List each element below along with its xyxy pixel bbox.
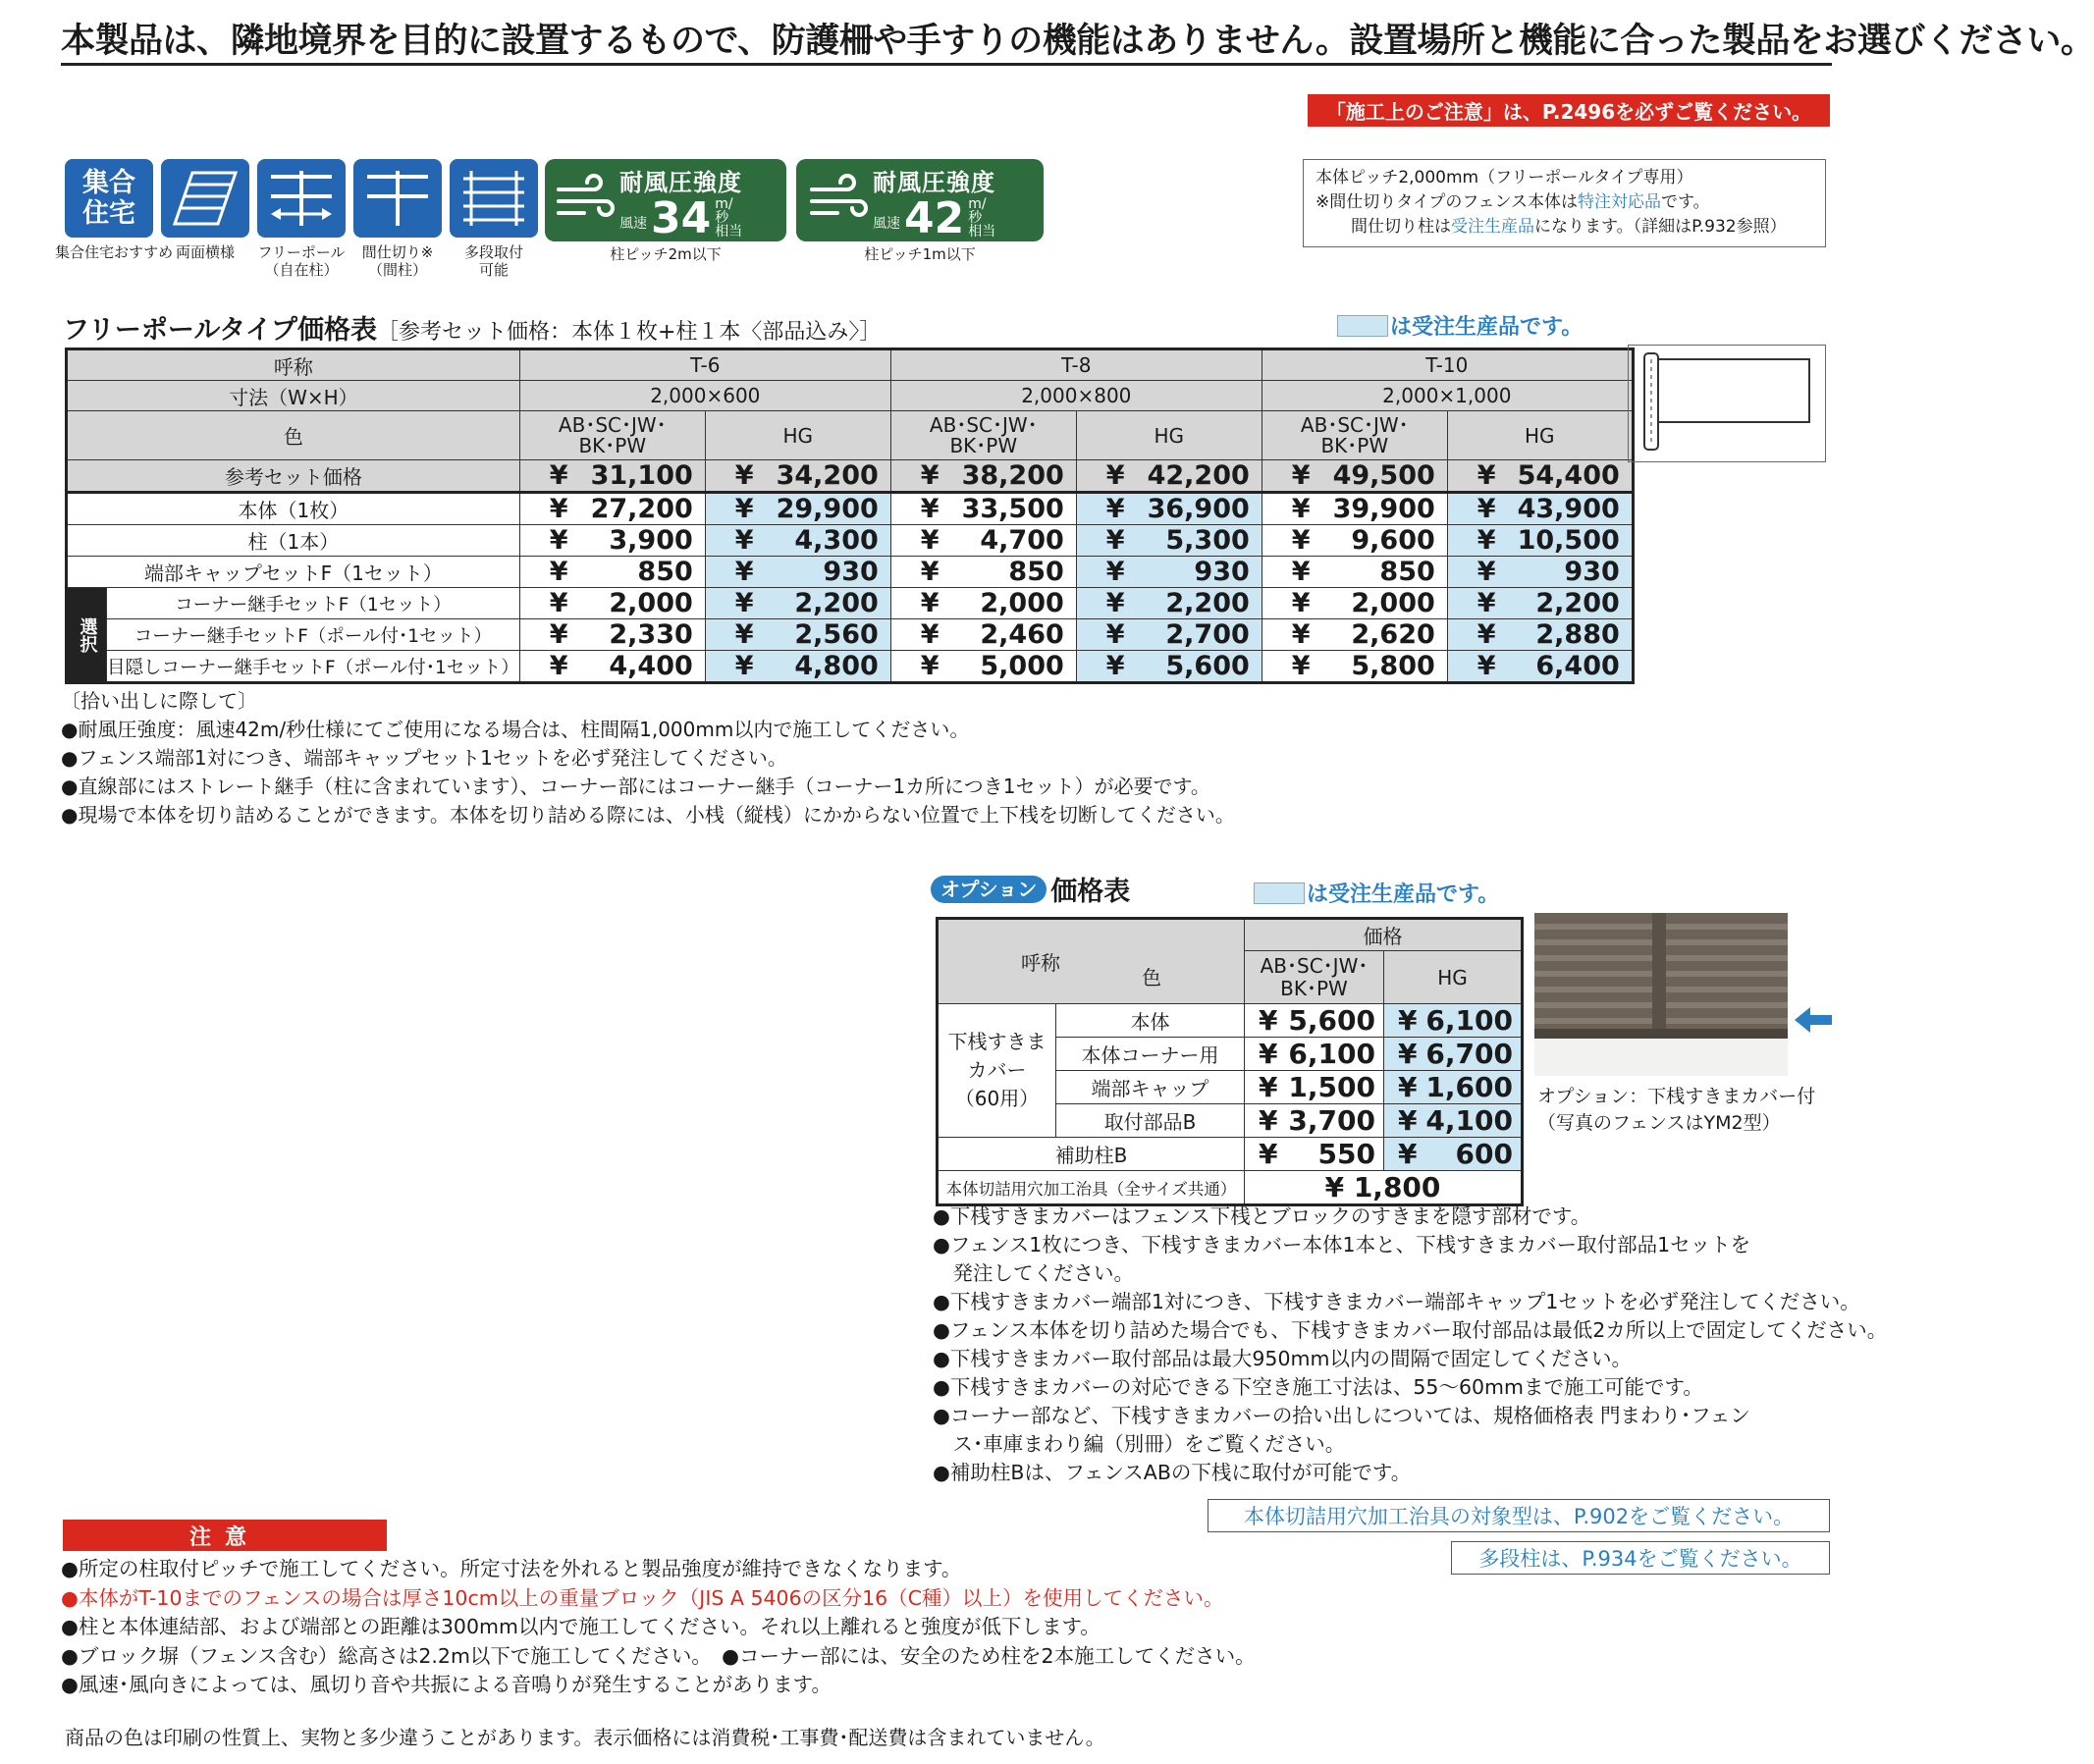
- option-note: 発注してください。: [933, 1261, 1134, 1285]
- fence-illustration: [1628, 345, 1826, 462]
- header-color: 色: [67, 411, 520, 460]
- color-std: AB･SC･JW･ BK･PW: [890, 411, 1076, 460]
- price-cell: ¥ 2,330: [519, 619, 705, 651]
- row-label: 目隠しコーナー継手セットF（ポール付･1セット）: [107, 651, 520, 683]
- option-group-label: 下桟すきま カバー （60用）: [938, 1004, 1056, 1138]
- wind-42-value: 42: [904, 192, 965, 243]
- multi-stage-icon: [450, 159, 538, 238]
- partition-icon: [353, 159, 442, 238]
- icon-label-partition: 間仕切り※ （間柱）: [361, 243, 434, 279]
- option-note: ●補助柱Bは、フェンスABの下桟に取付が可能です。: [933, 1461, 1412, 1484]
- caution-line: ●所定の柱取付ピッチで施工してください。所定寸法を外れると製品強度が維持できなくなります。: [61, 1557, 962, 1580]
- caution-notes: [61, 1555, 1256, 1700]
- option-note: ●コーナー部など、下桟すきまカバーの拾い出しについては、規格価格表 門まわり･フェン: [933, 1404, 1750, 1427]
- option-aux-label: 補助柱B: [938, 1138, 1245, 1171]
- wind-34-label: 柱ピッチ2m以下: [610, 245, 722, 263]
- icon-label-multi-stage: 多段取付 可能: [463, 243, 523, 279]
- price-cell: ¥ 29,900: [705, 493, 890, 525]
- price-cell: ¥ 43,900: [1447, 493, 1633, 525]
- size-t6: 2,000×600: [519, 381, 890, 411]
- construction-notice-bar: 「施工上のご注意」は、P.2496を必ずご覧ください。: [1308, 94, 1830, 127]
- price-cell: ¥ 930: [705, 557, 890, 588]
- price-cell: ¥ 36,900: [1076, 493, 1262, 525]
- wind-34-prefix: 風速: [619, 215, 647, 232]
- price-cell: ¥ 3,900: [519, 525, 705, 557]
- icon-label-double-sided: 両面横様: [175, 243, 235, 261]
- wind-42-prefix: 風速: [873, 215, 900, 232]
- header-name: 呼称: [67, 349, 520, 381]
- option-note: ●下桟すきまカバーの対応できる下空き施工寸法は、55～60mmまで施工可能です。: [933, 1375, 1703, 1399]
- option-price-cell: ¥ 6,700: [1384, 1038, 1523, 1071]
- set-price: ¥ 54,400: [1447, 460, 1633, 493]
- option-note: ●下桟すきまカバー端部1対につき、下桟すきまカバー端部キャップ1セットを必ず発注してください。: [933, 1290, 1860, 1313]
- price-cell: ¥ 2,200: [705, 588, 890, 619]
- made-to-order-legend: は受注生産品です。: [1337, 310, 1583, 341]
- model-t10: T-10: [1262, 349, 1633, 381]
- price-cell: ¥ 4,800: [705, 651, 890, 683]
- row-label: 端部キャップセットF（1セット）: [67, 557, 520, 588]
- footer-note: 商品の色は印刷の性質上、実物と多少違うことがあります。表示価格には消費税･工事費･配送費は含まれていません。: [65, 1726, 1105, 1749]
- photo-caption: [1537, 1084, 1815, 1137]
- price-cell: ¥ 850: [890, 557, 1076, 588]
- header-size: 寸法（W×H）: [67, 381, 520, 411]
- ref-tool-page: 本体切詰用穴加工治具の対象型は、P.902をご覧ください。: [1208, 1499, 1830, 1532]
- option-made-to-order-legend: は受注生産品です。: [1254, 878, 1499, 908]
- option-price-cell: ¥ 5,600: [1245, 1004, 1384, 1038]
- wind-34-unit: m/: [715, 195, 733, 212]
- color-std: AB･SC･JW･ BK･PW: [1262, 411, 1447, 460]
- double-sided-icon: [161, 159, 249, 238]
- model-t6: T-6: [519, 349, 890, 381]
- option-header-name: 呼称: [938, 919, 1245, 1004]
- price-cell: ¥ 5,300: [1076, 525, 1262, 557]
- price-cell: ¥ 2,700: [1076, 619, 1262, 651]
- price-cell: ¥ 33,500: [890, 493, 1076, 525]
- price-cell: ¥ 5,600: [1076, 651, 1262, 683]
- page-header: 本製品は、隣地境界を目的に設置するもので、防護柵や手すりの機能はありません。設置場所と機能に合った製品をお選びください。: [61, 22, 2094, 61]
- wind-42-badge: [796, 159, 1044, 241]
- free-pole-price-table: [65, 347, 1635, 684]
- row-label: コーナー継手セットF（ポール付･1セット）: [107, 619, 520, 651]
- price-cell: ¥ 4,700: [890, 525, 1076, 557]
- option-table-title: オプション 価格表: [931, 870, 1130, 908]
- row-label: 柱（1本）: [67, 525, 520, 557]
- pitch-note-box: [1303, 159, 1826, 247]
- wind-42-unit: m/: [968, 195, 987, 212]
- price-cell: ¥ 2,200: [1076, 588, 1262, 619]
- price-cell: ¥ 2,620: [1262, 619, 1447, 651]
- icon-label-apartment: 集合住宅おすすめ: [55, 243, 174, 261]
- option-row-label: 端部キャップ: [1056, 1071, 1245, 1104]
- set-price: ¥ 42,200: [1076, 460, 1262, 493]
- option-note: ●フェンス本体を切り詰めた場合でも、下桟すきまカバー取付部品は最低2カ所以上で固定してください。: [933, 1318, 1888, 1342]
- price-cell: ¥ 2,460: [890, 619, 1076, 651]
- option-tool-price: ¥ 1,800: [1245, 1171, 1523, 1205]
- select-label: 選択: [67, 588, 107, 683]
- price-cell: ¥ 9,600: [1262, 525, 1447, 557]
- price-cell: ¥ 930: [1076, 557, 1262, 588]
- option-notes: [933, 1203, 1887, 1487]
- wind-42-title: 耐風圧強度: [873, 168, 995, 196]
- set-price: ¥ 34,200: [705, 460, 890, 493]
- option-row-label: 本体: [1056, 1004, 1245, 1038]
- pickup-note: ●現場で本体を切り詰めることができます。本体を切り詰める際には、小桟（縦桟）にかからない位置で上下桟を切断してください。: [61, 803, 1235, 827]
- price-cell: ¥ 27,200: [519, 493, 705, 525]
- legend-swatch: [1337, 315, 1388, 337]
- note-line-3: 間仕切り柱は受注生産品になります。（詳細はP.932参照）: [1351, 217, 1787, 237]
- price-cell: ¥ 2,560: [705, 619, 890, 651]
- set-price: ¥ 31,100: [519, 460, 705, 493]
- option-note: ●下桟すきまカバーはフェンス下桟とブロックのすきまを隠す部材です。: [933, 1204, 1591, 1228]
- set-price: ¥ 49,500: [1262, 460, 1447, 493]
- option-price-cell: ¥ 550: [1245, 1138, 1384, 1171]
- option-price-cell: ¥ 6,100: [1384, 1004, 1523, 1038]
- option-color-hg: HG: [1384, 951, 1523, 1004]
- option-tool-label: 本体切詰用穴加工治具（全サイズ共通）: [938, 1171, 1245, 1205]
- caution-bar: 注意: [63, 1520, 387, 1551]
- color-hg: HG: [1076, 411, 1262, 460]
- photo-caption-line: （写真のフェンスはYM2型）: [1537, 1112, 1781, 1134]
- price-cell: ¥ 5,000: [890, 651, 1076, 683]
- note-line-1: 本体ピッチ2,000mm（フリーポールタイプ専用）: [1315, 168, 1693, 187]
- ref-multi-stage-page: 多段柱は、P.934をご覧ください。: [1451, 1541, 1830, 1575]
- option-price-cell: ¥ 4,100: [1384, 1104, 1523, 1138]
- price-cell: ¥ 4,300: [705, 525, 890, 557]
- price-cell: ¥ 2,000: [519, 588, 705, 619]
- option-price-table: [936, 917, 1524, 1206]
- legend-swatch: [1254, 882, 1305, 904]
- option-price-cell: ¥ 6,100: [1245, 1038, 1384, 1071]
- price-cell: ¥ 4,400: [519, 651, 705, 683]
- option-photo: [1534, 913, 1788, 1076]
- option-header-color: 色: [1142, 966, 1161, 989]
- color-hg: HG: [1447, 411, 1633, 460]
- fence-photo-icon: [1534, 913, 1788, 1076]
- header-divider: [61, 63, 1832, 66]
- pickup-notes: [61, 687, 1235, 829]
- wind-34-note: 相当: [715, 223, 743, 240]
- fence-diagram-icon: [1629, 346, 1825, 461]
- option-price-cell: ¥ 3,700: [1245, 1104, 1384, 1138]
- caution-line: ●柱と本体連結部、および端部との距離は300mm以内で施工してください。それ以上離れると強度が低下します。: [61, 1615, 1101, 1638]
- photo-caption-line: オプション：下桟すきまカバー付: [1537, 1086, 1816, 1107]
- set-price: ¥ 38,200: [890, 460, 1076, 493]
- wind-34-unit-sec: 秒: [715, 209, 729, 226]
- option-price-cell: ¥ 1,500: [1245, 1071, 1384, 1104]
- wind-icon: [555, 176, 616, 225]
- option-row-label: 本体コーナー用: [1056, 1038, 1245, 1071]
- arrow-left-icon: [1795, 1005, 1832, 1039]
- wind-42-note: 相当: [968, 223, 996, 240]
- header-set-price: 参考セット価格: [67, 460, 520, 493]
- free-pole-icon: [257, 159, 346, 238]
- price-cell: ¥ 2,000: [1262, 588, 1447, 619]
- color-std: AB･SC･JW･ BK･PW: [519, 411, 705, 460]
- price-cell: ¥ 930: [1447, 557, 1633, 588]
- size-t10: 2,000×1,000: [1262, 381, 1633, 411]
- caution-line-important: ●本体がT-10までのフェンスの場合は厚さ10cm以上の重量ブロック（JIS A 5406の区分16（C種）以上）を使用してください。: [61, 1585, 1224, 1610]
- note-line-2: ※間仕切りタイプのフェンス本体は特注対応品です。: [1315, 192, 1710, 212]
- pickup-note: ●耐風圧強度：風速42m/秒仕様にてご使用になる場合は、柱間隔1,000mm以内で施工してください。: [61, 718, 970, 741]
- price-cell: ¥ 850: [1262, 557, 1447, 588]
- apartment-icon: 集合 住宅: [65, 159, 153, 238]
- wind-34-badge: [545, 159, 786, 241]
- option-price-cell: ¥ 600: [1384, 1138, 1523, 1171]
- price-cell: ¥ 5,800: [1262, 651, 1447, 683]
- option-color-std: AB･SC･JW･ BK･PW: [1245, 951, 1384, 1004]
- option-price-cell: ¥ 1,600: [1384, 1071, 1523, 1104]
- color-hg: HG: [705, 411, 890, 460]
- pickup-note: ●直線部にはストレート継手（柱に含まれています）、コーナー部にはコーナー継手（コーナー1カ所につき1セット）が必要です。: [61, 775, 1210, 798]
- row-label: 本体（1枚）: [67, 493, 520, 525]
- option-note: ●下桟すきまカバー取付部品は最大950mm以内の間隔で固定してください。: [933, 1347, 1632, 1370]
- price-cell: ¥ 2,200: [1447, 588, 1633, 619]
- wind-42-unit-sec: 秒: [968, 209, 983, 226]
- row-label: コーナー継手セットF（1セット）: [107, 588, 520, 619]
- wind-42-label: 柱ピッチ1m以下: [864, 245, 976, 263]
- price-table-title: フリーポールタイプ価格表［参考セット価格：本体１枚+柱１本〈部品込み〉］: [63, 315, 882, 346]
- price-cell: ¥ 2,000: [890, 588, 1076, 619]
- option-badge: オプション: [931, 876, 1047, 903]
- wind-34-value: 34: [651, 192, 712, 243]
- option-note: ●フェンス1枚につき、下桟すきまカバー本体1本と、下桟すきまカバー取付部品1セットを: [933, 1233, 1751, 1256]
- price-cell: ¥ 2,880: [1447, 619, 1633, 651]
- icon-label-free-pole: フリーポール （自在柱）: [257, 243, 346, 279]
- price-cell: ¥ 10,500: [1447, 525, 1633, 557]
- price-cell: ¥ 6,400: [1447, 651, 1633, 683]
- wind-34-title: 耐風圧強度: [619, 168, 742, 196]
- model-t8: T-8: [890, 349, 1262, 381]
- option-note: ス･車庫まわり編（別冊）をご覧ください。: [933, 1432, 1346, 1456]
- price-cell: ¥ 850: [519, 557, 705, 588]
- wind-icon: [808, 176, 869, 225]
- price-cell: ¥ 39,900: [1262, 493, 1447, 525]
- pickup-note: 〔拾い出しに際して〕: [61, 689, 257, 713]
- size-t8: 2,000×800: [890, 381, 1262, 411]
- option-row-label: 取付部品B: [1056, 1104, 1245, 1138]
- pickup-note: ●フェンス端部1対につき、端部キャップセット1セットを必ず発注してください。: [61, 746, 787, 770]
- caution-line: ●風速･風向きによっては、風切り音や共振による音鳴りが発生することがあります。: [61, 1673, 832, 1696]
- option-header-price: 価格: [1245, 919, 1523, 951]
- caution-line: ●ブロック塀（フェンス含む）総高さは2.2m以下で施工してください。 ●コーナー部には、安全のため柱を2本施工してください。: [61, 1643, 1256, 1668]
